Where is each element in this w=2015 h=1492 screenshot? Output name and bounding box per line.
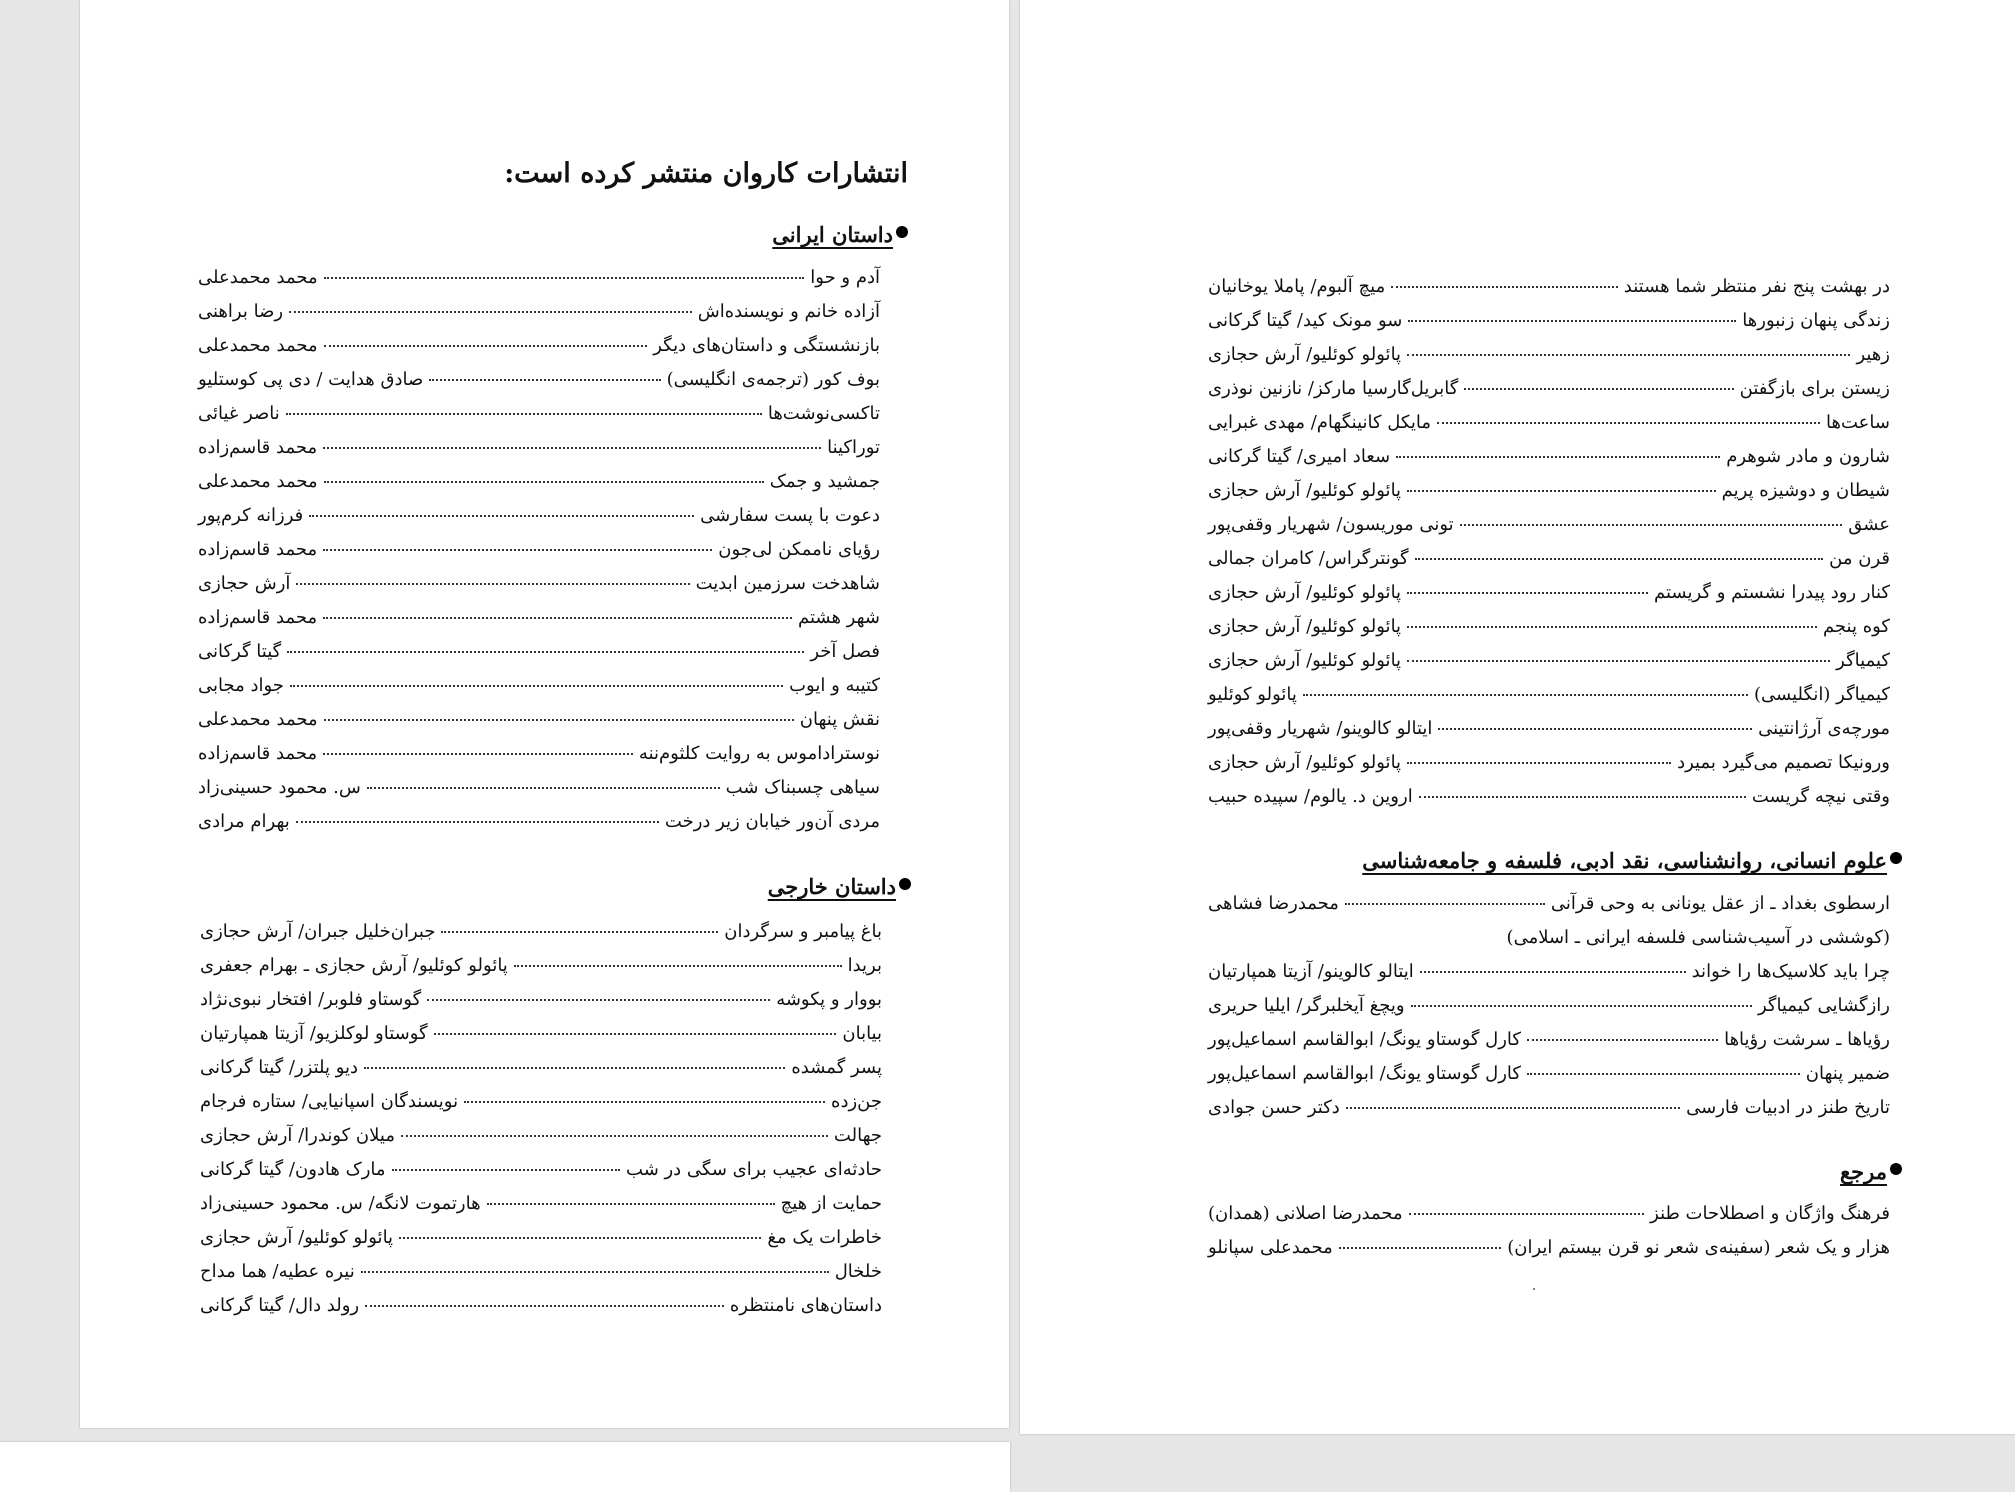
book-title: کیمیاگر (انگلیسی) [1754,684,1890,705]
book-title: دعوت با پست سفارشی [700,505,880,526]
list-item [1208,927,1890,961]
list-item [1208,786,1890,820]
book-title: ارسطوی بغداد ـ از عقل یونانی به وحی قرآنی [1550,893,1890,914]
author-name: جبران‌خلیل جبران/ آرش حجازی [200,921,436,942]
dot-leader [427,999,770,1001]
author-name: هارتموت لانگه/ س. محمود حسینی‌زاد [200,1193,481,1214]
dot-leader [289,311,692,313]
author-name: میچ آلبوم/ پاملا یوخانیان [1208,276,1386,297]
dot-leader [1437,422,1820,424]
list-item [200,1091,882,1125]
list-item [198,573,880,607]
author-name: گیتا گرکانی [198,641,282,662]
list-item [1208,378,1890,412]
book-title: بووار و پکوشه [776,989,882,1010]
author-name: پائولو کوئلیو/ آرش حجازی [1208,582,1402,603]
dot-leader [1411,1005,1752,1007]
list-item [1208,616,1890,650]
book-title: خاطرات یک مغ [767,1227,882,1248]
book-title: آزاده خانم و نویسنده‌اش [697,301,880,322]
book-title: بازنشستگی و داستان‌های دیگر [653,335,880,356]
book-list-foreign-fiction [200,921,882,1329]
dot-leader [323,549,712,551]
book-title: حادثه‌ای عجیب برای سگی در شب [626,1159,882,1180]
dot-leader [324,481,764,483]
author-name: جواد مجابی [198,675,284,696]
list-item [1208,1203,1890,1237]
list-item [200,1227,882,1261]
dot-leader [441,931,718,933]
author-name: محمد محمدعلی [198,335,318,356]
list-item [1208,995,1890,1029]
list-item [1208,1063,1890,1097]
book-title: رازگشایی کیمیاگر [1757,995,1890,1016]
author-name: محمدرضا فشاهی [1208,893,1339,914]
list-item [200,1193,882,1227]
author-name: اروین د. یالوم/ سپیده حبیب [1208,786,1413,807]
book-list-humanities [1208,893,1890,1131]
author-name: دکتر حسن جوادی [1208,1097,1340,1118]
dot-leader [1303,694,1748,696]
list-item [1208,310,1890,344]
list-item [200,1261,882,1295]
list-item [1208,718,1890,752]
dot-leader [367,787,720,789]
book-title: بیابان [842,1023,882,1044]
book-list-foreign-fiction-continued [1208,276,1890,820]
list-item [1208,1097,1890,1131]
section-heading-text: مرجع [1840,1159,1887,1184]
author-name: بهرام مرادی [198,811,290,832]
dot-leader [1420,971,1686,973]
author-name: رولد دال/ گیتا گرکانی [200,1295,360,1316]
author-name: پائولو کوئلیو/ آرش حجازی ـ بهرام جعفری [200,955,508,976]
dot-leader [401,1135,828,1137]
book-title: فرهنگ واژگان و اصطلاحات طنز [1650,1203,1890,1224]
bullet-icon [896,226,908,238]
bullet-icon [899,878,911,890]
list-item [198,403,880,437]
author-name: سو مونک کید/ گیتا گرکانی [1208,310,1403,331]
dot-leader [487,1203,775,1205]
author-name: آرش حجازی [198,573,291,594]
list-item [1208,1029,1890,1063]
author-name: پائولو کوئلیو/ آرش حجازی [1208,480,1402,501]
book-title: کتیبه و ایوب [789,675,880,696]
book-title: خلخال [834,1261,882,1282]
author-name: محمدرضا اصلانی (همدان) [1208,1203,1403,1224]
list-item [1208,752,1890,786]
book-title: تاریخ طنز در ادبیات فارسی [1686,1097,1890,1118]
author-name: نیره عطیه/ هما مداح [200,1261,355,1282]
author-name: محمد قاسم‌زاده [198,743,318,764]
next-page-top [0,1442,1010,1492]
list-item [198,267,880,301]
dot-leader [323,617,792,619]
book-title: مردی آن‌ور خیابان زیر درخت [664,811,880,832]
list-item [198,709,880,743]
author-name: پائولو کوئلیو/ آرش حجازی [1208,650,1402,671]
book-title: شهر هشتم [798,607,880,628]
dot-leader [1391,286,1618,288]
book-title: جمشید و جمک [769,471,880,492]
author-name: محمد قاسم‌زاده [198,539,318,560]
book-title: کنار رود پیدرا نشستم و گریستم [1654,582,1890,603]
author-name: پائولو کوئلیو/ آرش حجازی [200,1227,394,1248]
section-heading-text: داستان ایرانی [772,222,893,247]
list-item [200,1125,882,1159]
list-item [198,505,880,539]
dot-leader [1408,320,1736,322]
dot-leader [1407,354,1850,356]
dot-leader [324,719,794,721]
author-name: گابریل‌گارسیا مارکز/ نازنین نوذری [1208,378,1459,399]
author-name: گوستاو فلوبر/ افتخار نبوی‌نژاد [200,989,422,1010]
dot-leader [309,515,694,517]
book-title: زندگی پنهان زنبورها [1742,310,1890,331]
list-item [198,607,880,641]
list-item [198,743,880,777]
dot-leader [1345,903,1545,905]
section-heading-text: داستان خارجی [767,874,896,899]
dot-leader [323,447,821,449]
author-name: مارک هادون/ گیتا گرکانی [200,1159,386,1180]
book-title: باغ پیامبر و سرگردان [724,921,882,942]
page-title: انتشارات کاروان منتشر کرده است: [504,158,908,189]
author-name: محمد محمدعلی [198,471,318,492]
book-title: فصل آخر [810,641,880,662]
author-name: کارل گوستاو یونگ/ ابوالقاسم اسماعیل‌پور [1208,1029,1521,1050]
author-name: ایتالو کالوینو/ شهریار وقفی‌پور [1208,718,1433,739]
stray-mark [1533,1288,1535,1290]
book-title: ساعت‌ها [1826,412,1890,433]
dot-leader [1407,490,1716,492]
section-heading-reference [1840,1159,1902,1184]
list-item [1208,412,1890,446]
author-name: محمد قاسم‌زاده [198,437,318,458]
dot-leader [1527,1039,1718,1041]
dot-leader [1415,558,1824,560]
dot-leader [323,753,633,755]
author-name: نویسندگان اسپانیایی/ ستاره فرجام [200,1091,459,1112]
author-name: صادق هدایت / دی پی کوستلیو [198,369,424,390]
dot-leader [392,1169,620,1171]
dot-leader [1396,456,1720,458]
author-name: کارل گوستاو یونگ/ ابوالقاسم اسماعیل‌پور [1208,1063,1521,1084]
list-item [198,777,880,811]
list-item [1208,446,1890,480]
author-name: گوستاو لوکلزیو/ آزیتا همپارتیان [200,1023,428,1044]
author-name: دیو پلتزر/ گیتا گرکانی [200,1057,359,1078]
book-list-iranian-fiction [198,267,880,845]
dot-leader [1460,524,1843,526]
dot-leader [287,651,804,653]
dot-leader [324,345,648,347]
list-item [1208,548,1890,582]
book-title: جن‌زده [831,1091,882,1112]
list-item [200,1159,882,1193]
dot-leader [296,821,659,823]
dot-leader [1407,762,1671,764]
dot-leader [1407,660,1830,662]
author-name: ناصر غیائی [198,403,280,424]
book-title: نوستراداموس به روایت کلثوم‌ننه [638,743,880,764]
dot-leader [365,1305,724,1307]
list-item [1208,514,1890,548]
author-name: محمد محمدعلی [198,267,318,288]
author-name: گونترگراس/ کامران جمالی [1208,548,1409,569]
author-name: مایکل کانینگهام/ مهدی غبرایی [1208,412,1431,433]
bullet-icon [1890,852,1902,864]
dot-leader [1339,1247,1501,1249]
book-title: حمایت از هیچ [780,1193,882,1214]
dot-leader [1346,1107,1680,1109]
book-title: بوف کور (ترجمه‌ی انگلیسی) [666,369,880,390]
dot-leader [434,1033,837,1035]
list-item [1208,684,1890,718]
dot-leader [1419,796,1746,798]
author-name: سعاد امیری/ گیتا گرکانی [1208,446,1391,467]
author-name: فرزانه کرم‌پور [198,505,304,526]
list-item [200,921,882,955]
book-title: بریدا [847,955,882,976]
dot-leader [361,1271,829,1273]
section-heading-iranian-fiction [772,222,908,247]
dot-leader [1527,1073,1800,1075]
dot-leader [514,965,842,967]
list-item [198,539,880,573]
book-title: نقش پنهان [799,709,880,730]
book-title: چرا باید کلاسیک‌ها را خواند [1691,961,1890,982]
list-item [198,335,880,369]
dot-leader [1407,592,1648,594]
list-item [1208,961,1890,995]
dot-leader [1407,626,1817,628]
author-name: ویچغ آیخلبرگر/ ایلیا حریری [1208,995,1405,1016]
dot-leader [286,413,762,415]
book-title: داستان‌های نامنتظره [729,1295,882,1316]
list-item [1208,893,1890,927]
list-item [1208,582,1890,616]
list-item [198,369,880,403]
book-title: قرن من [1829,548,1890,569]
dot-leader [364,1067,785,1069]
book-title: مورچه‌ی آرژانتینی [1758,718,1890,739]
list-item [1208,480,1890,514]
dot-leader [290,685,783,687]
list-item [200,1057,882,1091]
book-title: ضمیر پنهان [1805,1063,1890,1084]
author-name: پائولو کوئلیو/ آرش حجازی [1208,344,1402,365]
list-item [200,989,882,1023]
dot-leader [324,277,805,279]
author-name: میلان کوندرا/ آرش حجازی [200,1125,395,1146]
author-name: محمد محمدعلی [198,709,318,730]
dot-leader [1409,1213,1644,1215]
book-title: شارون و مادر شوهرم [1726,446,1890,467]
list-item [1208,1237,1890,1271]
bullet-icon [1890,1163,1902,1175]
book-title: آدم و حوا [810,267,880,288]
book-title: کوه پنجم [1822,616,1890,637]
list-item [198,675,880,709]
author-name: تونی موریسون/ شهریار وقفی‌پور [1208,514,1454,535]
author-name: رضا براهنی [198,301,284,322]
book-title: ورونیکا تصمیم می‌گیرد بمیرد [1677,752,1890,773]
list-item [200,1023,882,1057]
list-item [1208,650,1890,684]
book-title: در بهشت پنج نفر منتظر شما هستند [1623,276,1890,297]
dot-leader [464,1101,825,1103]
list-item [198,301,880,335]
list-item [1208,344,1890,378]
book-title: کیمیاگر [1836,650,1890,671]
book-title: زیستن برای بازگفتن [1739,378,1890,399]
book-title: شاهدخت سرزمین ابدیت [695,573,880,594]
book-title: پسر گمشده [791,1057,882,1078]
dot-leader [399,1237,761,1239]
book-title: رؤیاها ـ سرشت رؤیاها [1724,1029,1890,1050]
author-name: پائولو کوئلیو/ آرش حجازی [1208,616,1402,637]
author-name: س. محمود حسینی‌زاد [198,777,361,798]
section-heading-text: علوم انسانی، روانشناسی، نقد ادبی، فلسفه و جامعه‌شناسی [1362,848,1887,873]
book-title: عشق [1848,514,1890,535]
list-item [198,641,880,675]
section-heading-humanities [1362,848,1902,873]
book-title: رؤیای ناممکن لی‌جون [718,539,880,560]
author-name: ایتالو کالوینو/ آزیتا همپارتیان [1208,961,1414,982]
list-item [198,471,880,505]
list-item [200,1295,882,1329]
book-title: زهیر [1856,344,1890,365]
author-name: محمد قاسم‌زاده [198,607,318,628]
list-item [1208,276,1890,310]
book-title: تاکسی‌نوشت‌ها [767,403,880,424]
dot-leader [296,583,689,585]
author-name: محمدعلی سپانلو [1208,1237,1333,1258]
book-title: وقتی نیچه گریست [1751,786,1890,807]
book-title: توراکینا [827,437,880,458]
dot-leader [1464,388,1733,390]
author-name: پائولو کوئلیو [1208,684,1297,705]
dot-leader [429,379,660,381]
dot-leader [1438,728,1752,730]
list-item [200,955,882,989]
book-list-reference [1208,1203,1890,1271]
author-name: پائولو کوئلیو/ آرش حجازی [1208,752,1402,773]
list-item [198,811,880,845]
book-title: جهالت [833,1125,882,1146]
section-heading-foreign-fiction [768,874,911,899]
book-title: (کوششی در آسیب‌شناسی فلسفه ایرانی ـ اسلامی) [1506,927,1890,948]
list-item [198,437,880,471]
book-title: هزار و یک شعر (سفینه‌ی شعر نو قرن بیستم ایران) [1507,1237,1890,1258]
book-title: شیطان و دوشیزه پریم [1721,480,1890,501]
book-title: سیاهی چسبناک شب [725,777,880,798]
